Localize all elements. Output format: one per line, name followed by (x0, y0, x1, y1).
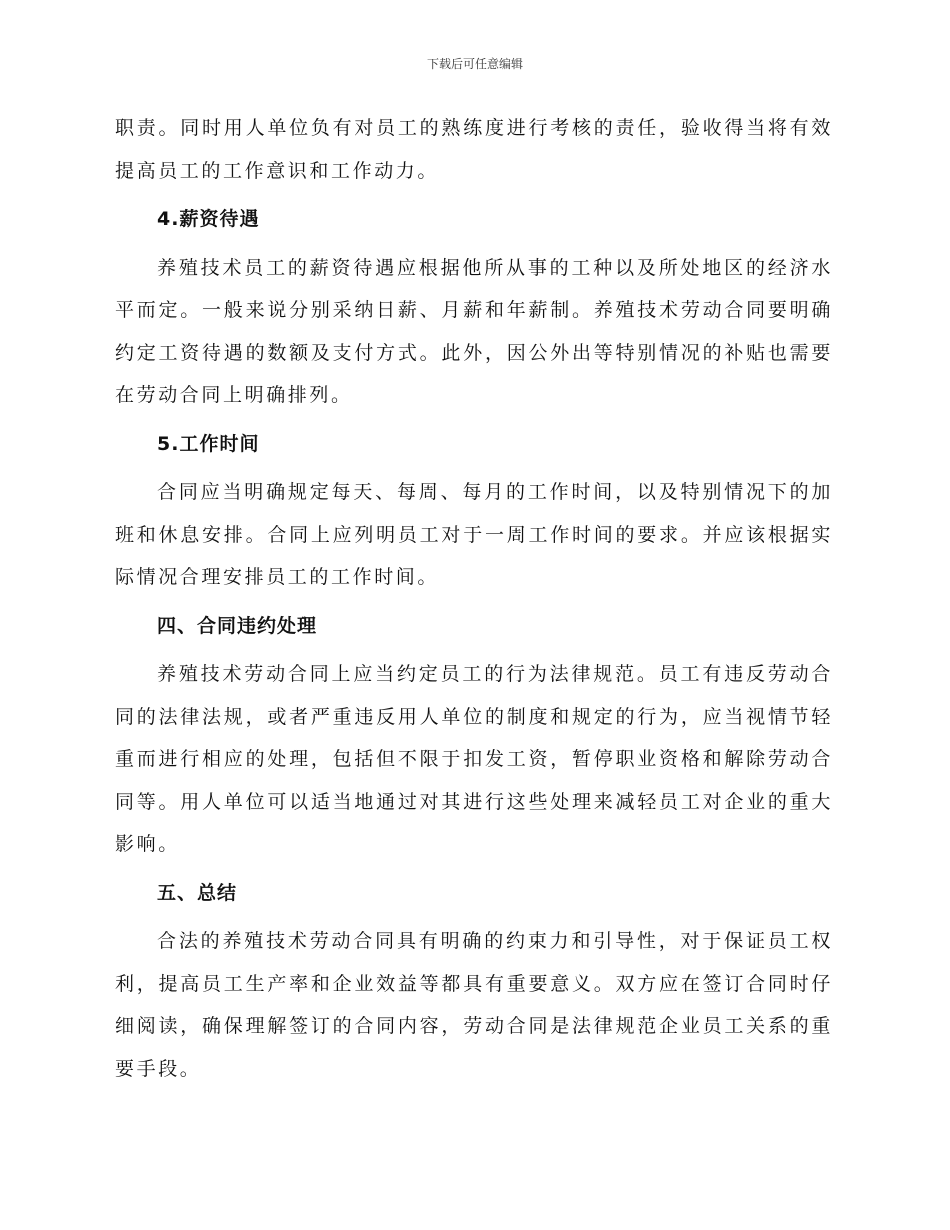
document-body (115, 107, 833, 1090)
section-4-paragraph: 养殖技术员工的薪资待遇应根据他所从事的工种以及所处地区的经济水平而定。一般来说分别采纳日薪、月薪和年薪制。养殖技术劳动合同要明确约定工资待遇的数额及支付方式。此外，因公外出等特别情况的补贴也需要在劳动合同上明确排列。 (115, 256, 833, 406)
intro-paragraph: 职责。同时用人单位负有对员工的熟练度进行考核的责任，验收得当将有效提高员工的工作意识和工作动力。 (115, 117, 833, 182)
section-four-paragraph: 养殖技术劳动合同上应当约定员工的行为法律规范。员工有违反劳动合同的法律法规，或者严重违反用人单位的制度和规定的行为，应当视情节轻重而进行相应的处理，包括但不限于扣发工资，暂停职业资格和解除劳动合同等。用人单位可以适当地通过对其进行这些处理来减轻员工对企业的重大影响。 (115, 663, 833, 855)
section-five-heading: 五、总结 (157, 881, 238, 904)
section-five-paragraph: 合法的养殖技术劳动合同具有明确的约束力和引导性，对于保证员工权利，提高员工生产率和企业效益等都具有重要意义。双方应在签订合同时仔细阅读，确保理解签订的合同内容，劳动合同是法律规范企业员工关系的重要手段。 (115, 930, 833, 1080)
page-header-note: 下载后可任意编辑 (426, 57, 523, 71)
section-5-heading: 5.工作时间 (157, 432, 260, 455)
section-5-paragraph: 合同应当明确规定每天、每周、每月的工作时间，以及特别情况下的加班和休息安排。合同上应列明员工对于一周工作时间的要求。并应该根据实际情况合理安排员工的工作时间。 (115, 481, 833, 588)
section-four-heading: 四、合同违约处理 (157, 614, 318, 637)
section-4-heading: 4.薪资待遇 (157, 208, 260, 230)
